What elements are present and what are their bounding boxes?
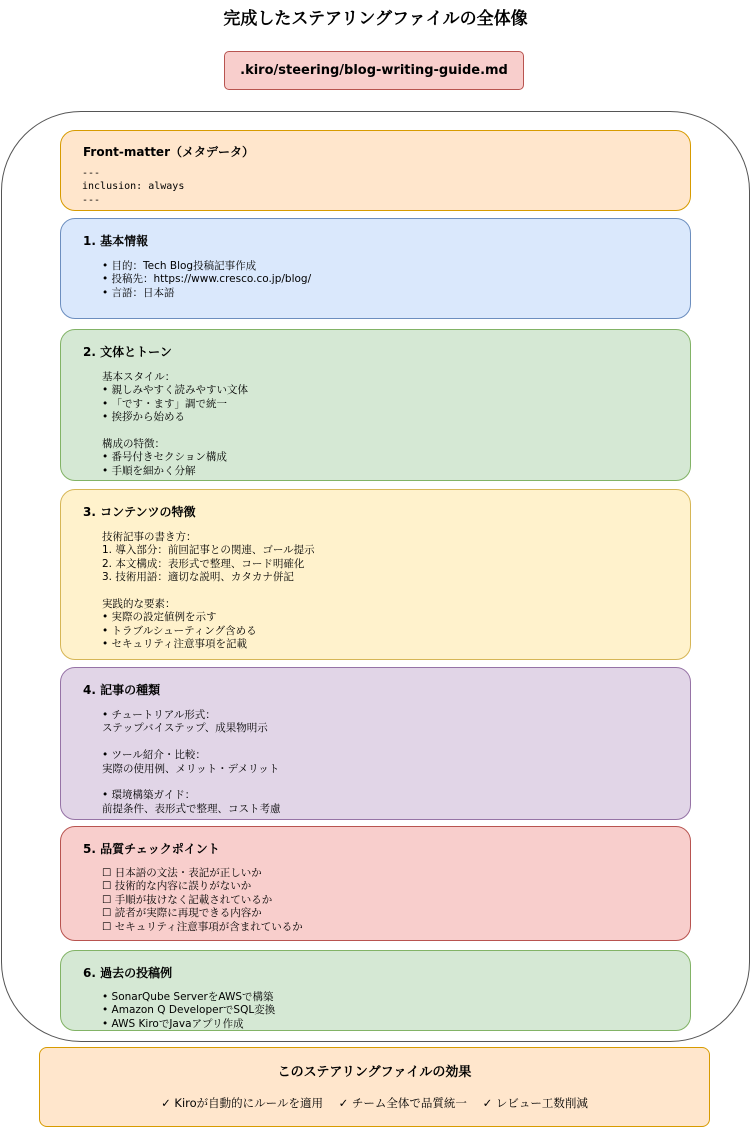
checklist-item: ☐ セキュリティ注意事項が含まれているか [102, 920, 303, 933]
effect-item: ✓ Kiroが自動的にルールを適用 [161, 1096, 323, 1110]
section-body [102, 991, 275, 1031]
body-line: 3. 技術用語：適切な説明、カタカナ併記 [102, 571, 294, 584]
section-title: 5. 品質チェックポイント [83, 842, 220, 856]
body-line: • 環境構築ガイド： [102, 789, 196, 802]
code-line: inclusion: always [82, 181, 185, 193]
body-line: 実際の使用例、メリット・デメリット [102, 762, 280, 775]
body-line: 基本スタイル： [102, 371, 176, 383]
code-line: --- [82, 194, 101, 206]
section-title: 4. 記事の種類 [83, 683, 161, 697]
section-title: 6. 過去の投稿例 [83, 966, 173, 980]
section-body [102, 371, 248, 478]
body-line: 技術記事の書き方： [102, 531, 197, 543]
body-line: • 言語：日本語 [102, 286, 175, 299]
checklist-item: ☐ 技術的な内容に誤りがないか [102, 880, 252, 893]
body-line: 1. 導入部分：前回記事との関連、ゴール提示 [102, 544, 315, 557]
section-body [102, 867, 303, 934]
body-line: • 番号付きセクション構成 [102, 451, 227, 464]
front-matter-title: Front-matter（メタデータ） [83, 145, 254, 159]
body-line: • 実際の設定値例を示す [102, 611, 217, 624]
section-content-features [60, 489, 691, 660]
body-line: • AWS KiroでJavaアプリ作成 [102, 1017, 244, 1030]
body-line: ステップバイステップ、成果物明示 [102, 722, 268, 735]
diagram-title: 完成したステアリングファイルの全体像 [223, 9, 528, 29]
front-matter-section [60, 130, 691, 211]
checklist-item: ☐ 読者が実際に再現できる内容か [102, 907, 262, 920]
section-body [102, 709, 281, 816]
section-title: 2. 文体とトーン [83, 345, 172, 359]
body-line: 2. 本文構成：表形式で整理、コード明確化 [102, 557, 305, 570]
section-body [102, 531, 315, 652]
body-line: 前提条件、表形式で整理、コスト考慮 [102, 802, 281, 815]
effect-title: このステアリングファイルの効果 [277, 1065, 472, 1080]
effect-item: ✓ チーム全体で品質統一 [338, 1096, 467, 1110]
body-line: • 目的：Tech Blog投稿記事作成 [102, 260, 257, 272]
effect-item: ✓ レビュー工数削減 [482, 1096, 588, 1110]
body-line: • Amazon Q DeveloperでSQL変換 [102, 1004, 276, 1017]
effect-box [39, 1047, 710, 1127]
section-body [102, 260, 311, 300]
body-line: • セキュリティ注意事項を記載 [102, 638, 247, 651]
file-name-label: .kiro/steering/blog-writing-guide.md [240, 63, 508, 78]
section-article-types [60, 667, 691, 820]
checklist-item: ☐ 手順が抜けなく記載されているか [102, 893, 273, 906]
checklist-item: ☐ 日本語の文法・表記が正しいか [102, 867, 262, 879]
section-basic-info [60, 218, 691, 319]
body-line: • SonarQube ServerをAWSで構築 [102, 991, 274, 1003]
body-line: • 手順を細かく分解 [102, 464, 196, 477]
section-title: 3. コンテンツの特徴 [83, 505, 196, 519]
body-line: • チュートリアル形式： [102, 709, 216, 721]
section-quality-checks [60, 826, 691, 941]
body-line: • ツール紹介・比較： [102, 749, 206, 762]
body-line: • 「です・ます」調で統一 [102, 397, 228, 410]
body-line: • トラブルシューティング含める [102, 624, 257, 637]
body-line: • 親しみやすく読みやすい文体 [102, 384, 249, 397]
effect-items [40, 1095, 709, 1111]
body-line: • 挨拶から始める [102, 411, 186, 424]
section-title: 1. 基本情報 [83, 234, 149, 248]
code-line: --- [82, 168, 101, 179]
section-style-tone [60, 329, 691, 481]
front-matter-code [82, 167, 184, 207]
body-line: 構成の特徴： [102, 437, 165, 450]
file-name-box [224, 51, 524, 90]
body-line: 実践的な要素： [102, 597, 176, 610]
section-past-posts [60, 950, 691, 1031]
body-line: • 投稿先：https://www.cresco.co.jp/blog/ [102, 273, 312, 286]
